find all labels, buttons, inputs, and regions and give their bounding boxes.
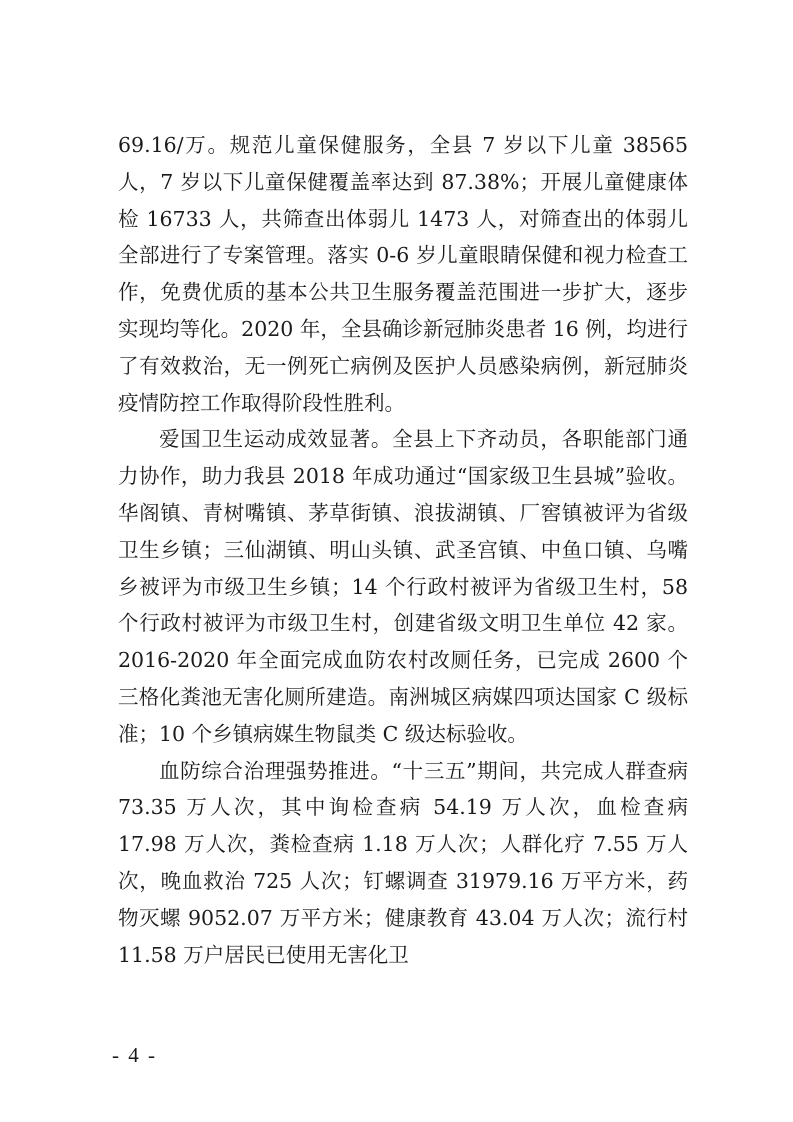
document-body [118, 127, 688, 973]
paragraph-patriotic-health-campaign: 爱国卫生运动成效显著。全县上下齐动员，各职能部门通力协作，助力我县 2018 年成功通过“国家级卫生县城”验收。华阁镇、青树嘴镇、茅草街镇、浪拔湖镇、厂窖镇被评为省级卫生乡镇；三仙湖镇、明山头镇、武圣宫镇、中鱼口镇、乌嘴乡被评为市级卫生乡镇；14 个行政村被评为省级卫生村，58 个行政村被评为市级卫生村，创建省级文明卫生单位 42 家。2016-2020 年全面完成血防农村改厕任务，已完成 2600 个三格化粪池无害化厕所建造。南洲城区病媒四项达国家 C 级标准；10 个乡镇病媒生物鼠类 C 级达标验收。 [118, 427, 688, 746]
page-number: - 4 - [112, 1043, 157, 1067]
paragraph-child-health-covid: 69.16/万。规范儿童保健服务，全县 7 岁以下儿童 38565 人，7 岁以下儿童保健覆盖率达到 87.38%；开展儿童健康体检 16733 人，共筛查出体弱儿 1473 人，对筛查出的体弱儿全部进行了专案管理。落实 0-6 岁儿童眼睛保健和视力检查工作，免费优质的基本公共卫生服务覆盖范围进一步扩大，逐步实现均等化。2020 年，全县确诊新冠肺炎患者 16 例，均进行了有效救治，无一例死亡病例及医护人员感染病例，新冠肺炎疫情防控工作取得阶段性胜利。 [118, 133, 688, 415]
paragraph-schistosomiasis-control: 血防综合治理强势推进。“十三五”期间，共完成人群查病 73.35 万人次，其中询检查病 54.19 万人次，血检查病 17.98 万人次，粪检查病 1.18 万人次；人群化疗 7.55 万人次，晚血救治 725 人次；钉螺调查 31979.16 万平方米，药物灭螺 9052.07 万平方米；健康教育 43.04 万人次；流行村 11.58 万户居民已使用无害化卫 [118, 758, 688, 967]
